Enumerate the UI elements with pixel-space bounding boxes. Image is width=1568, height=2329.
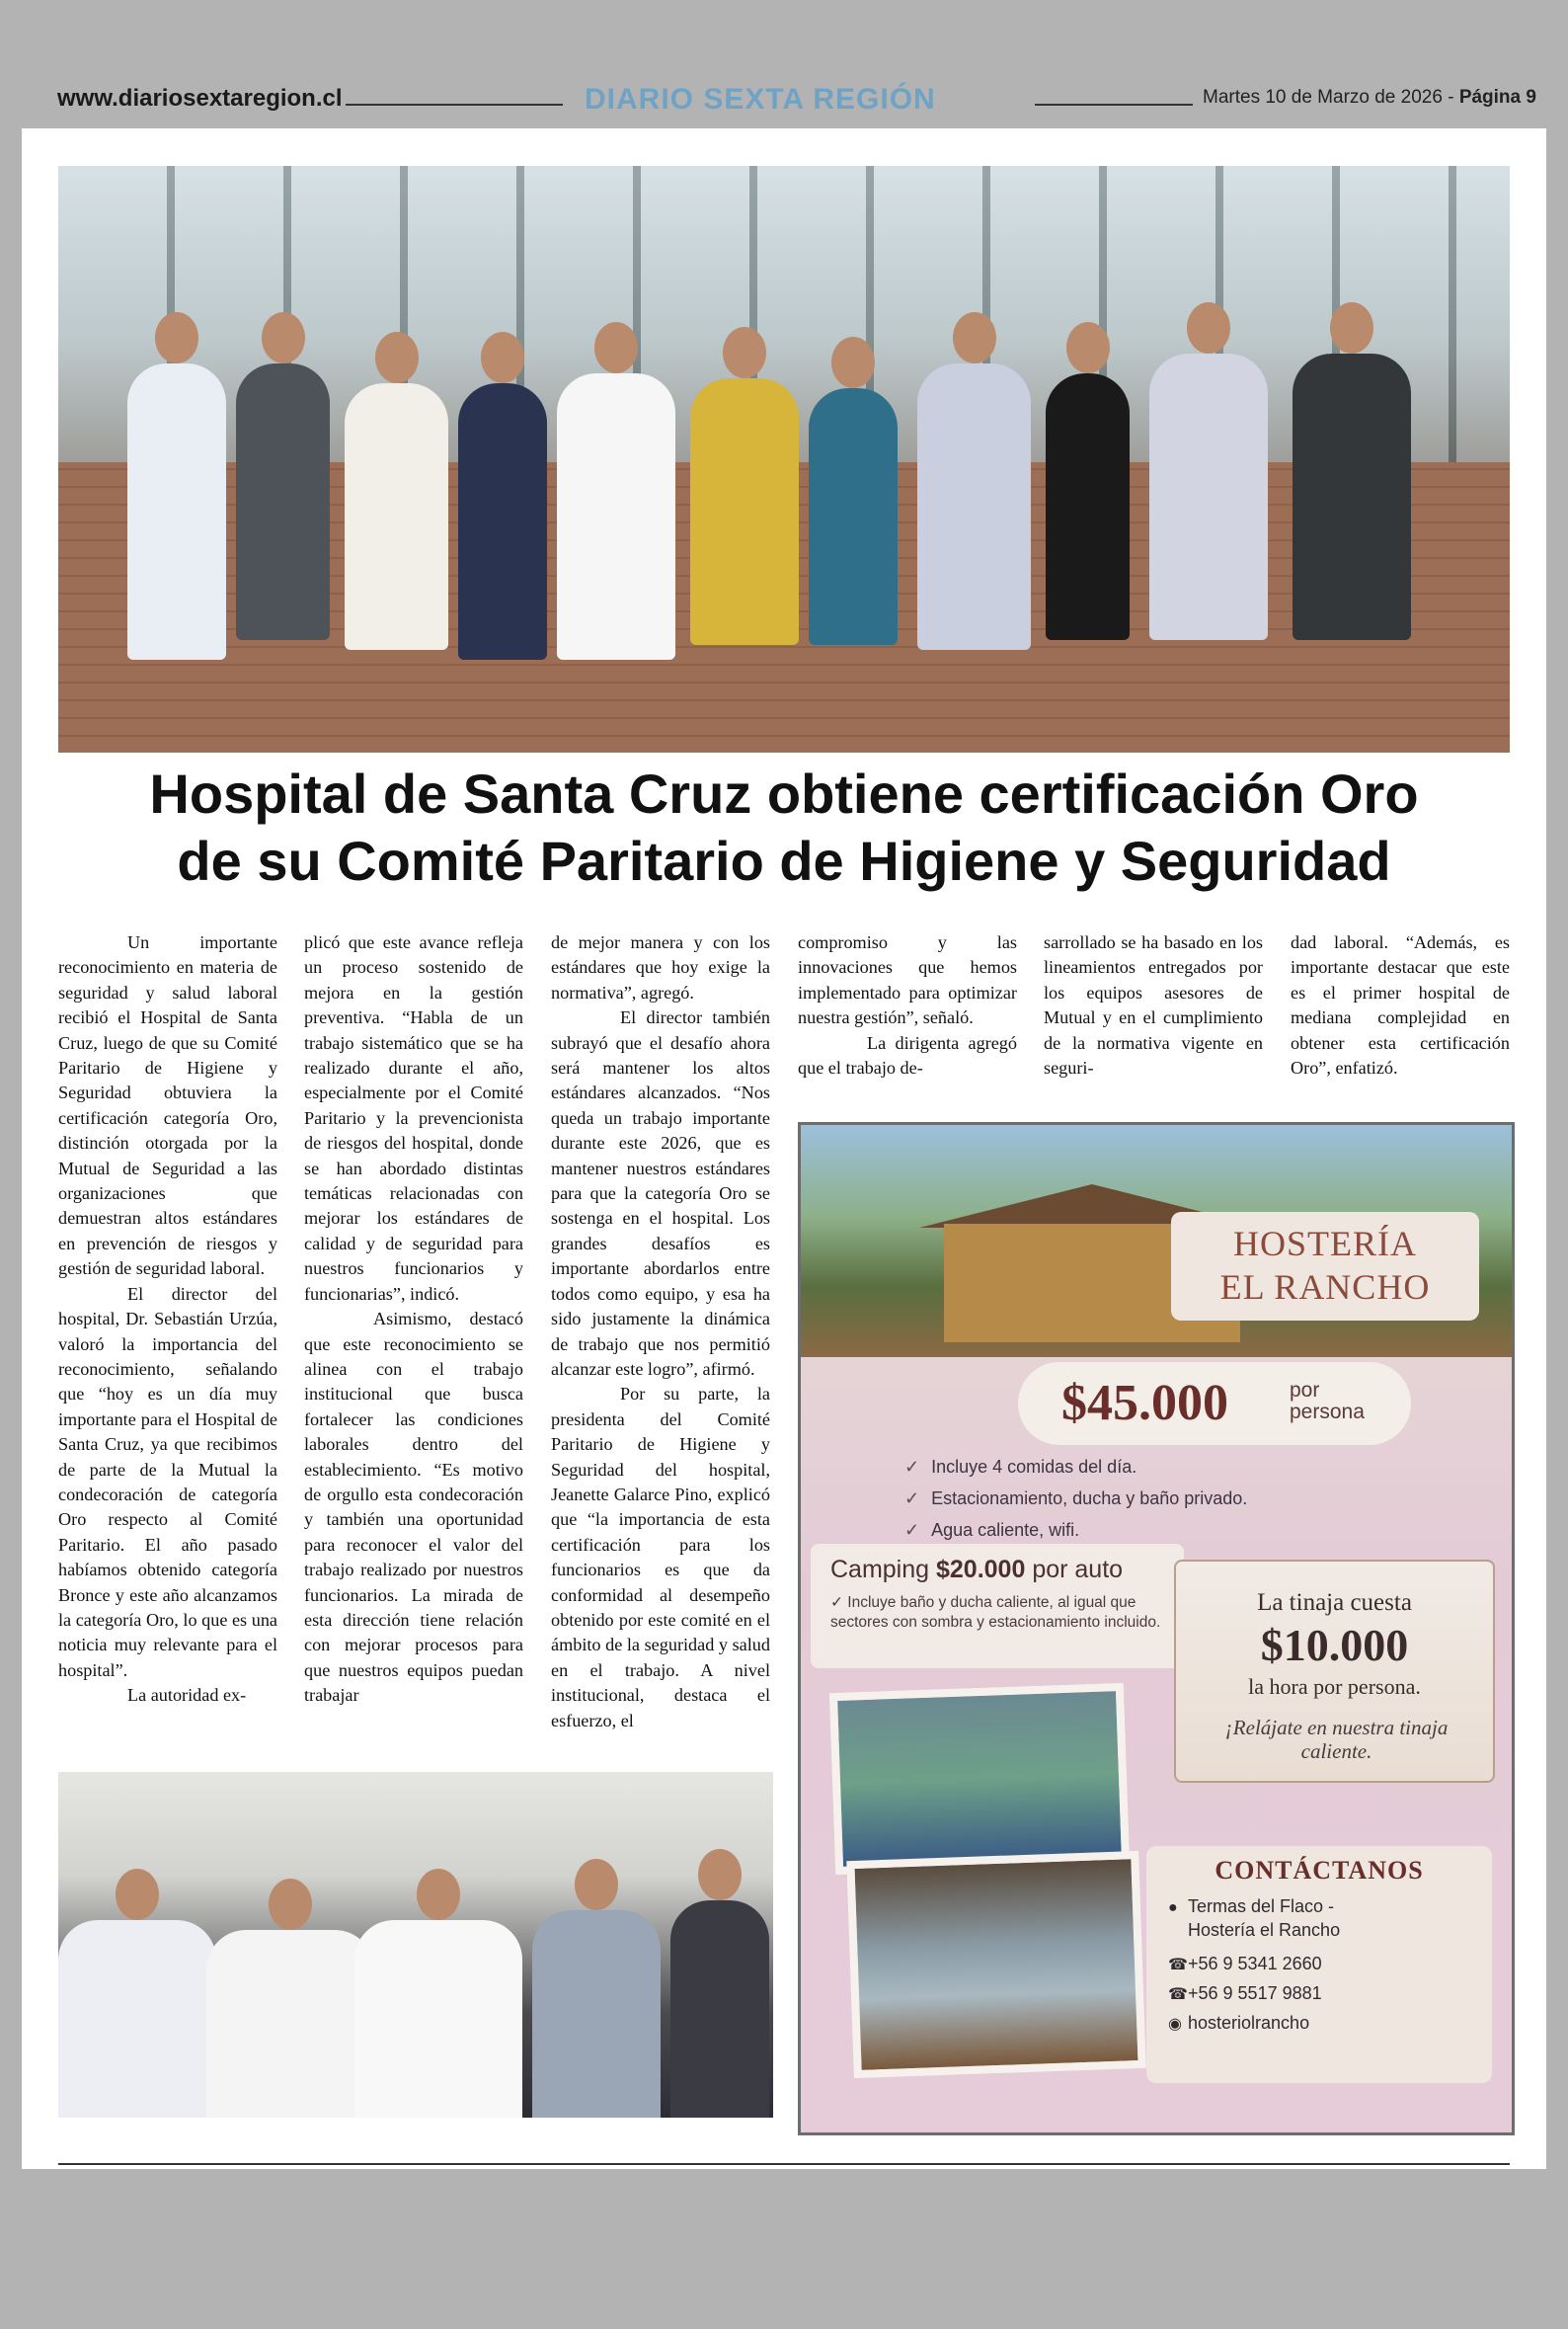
headline <box>58 761 1510 895</box>
paragraph: El director del hospital, Dr. Sebastián Urzúa, valoró la importancia del reconocimiento, señalando que “hoy es un día muy importante para el Hospital de Santa Cruz, ya que recibimos de parte de la Mutual la condecoración de categoría Oro respecto al Comité Paritario. El año pasado habíamos obtenido categoría Bronce y este año alcanzamos la categoría Oro, lo que es una noticia muy relevante para el hospital”. <box>58 1283 277 1680</box>
photo-person <box>127 363 226 660</box>
paragraph: Un importante reconocimiento en materia de seguridad y salud laboral recibió el Hospital de Santa Cruz, luego de que su Comité Paritario de Higiene y Seguridad obtuviera la certificación categoría Oro, distinción otorgada por la Mutual de Seguridad a las organizaciones que demuestran altos estándares en prevención de riesgos y gestión de seguridad laboral. <box>58 932 277 1279</box>
instagram-icon: ◉ <box>1168 2016 1182 2033</box>
photo-person <box>354 1920 522 2118</box>
page-number: Página 9 <box>1458 87 1536 108</box>
list-item: ✓ Estacionamiento, ducha y baño privado. <box>904 1483 1457 1514</box>
photo-person <box>58 1920 216 2118</box>
ad-tinaja-sign <box>1174 1560 1495 1783</box>
paper-name: DIARIO SEXTA REGIÓN <box>585 83 936 116</box>
photo-person <box>458 383 547 660</box>
photo-person <box>1149 354 1268 640</box>
ad-camping-box <box>811 1544 1184 1668</box>
photo-person <box>1293 354 1411 640</box>
issue-date <box>1203 87 1536 109</box>
article-column-5 <box>1044 930 1263 1081</box>
list-item: ✓ Agua caliente, wifi. <box>904 1514 1457 1546</box>
photo-person <box>236 363 330 640</box>
ad-contact-box <box>1146 1846 1492 2083</box>
photo-person <box>809 388 898 645</box>
paragraph: plicó que este avance refleja un proceso sostenido de mejora en la gestión preventiva. “Habla de un trabajo sistemático que se ha realizado durante el año, especialmente por el Comité Paritario y la prevencionista de riesgos del hospital, donde se han abordado distintas temáticas relacionadas con mejorar los estándares de calidad y de seguridad para nuestros funcionarios y funcionarias”, indicó. <box>304 932 523 1304</box>
masthead-rule-right <box>1035 104 1193 106</box>
ad-tinaja-unit: la hora por persona. <box>1248 1674 1421 1699</box>
paragraph: sarrollado se ha basado en los lineamientos entregados por los equipos asesores de Mutual y en el cumplimiento de la normativa vigente en seguri- <box>1044 932 1263 1079</box>
issue-date-text: Martes 10 de Marzo de 2026 - <box>1203 87 1459 108</box>
group-photo <box>58 166 1510 753</box>
paragraph: Asimismo, destacó que este reconocimiento se alinea con el trabajo institucional que busca fortalecer las condiciones laborales dentro del establecimiento. “Es motivo de orgullo esta condecoración y también una oportunidad para reconocer el valor del trabajo realizado por nuestros funcionarios. La mirada de esta dirección tiene relación con mejorar procesos para que nuestros equipos puedan trabajar <box>304 1309 523 1706</box>
ad-tinaja-slogan: ¡Relájate en nuestra tinaja caliente. <box>1224 1716 1449 1763</box>
ad-address: ● Termas del Flaco - Hostería el Rancho <box>1168 1896 1341 1940</box>
ad-price-tag <box>1018 1362 1411 1445</box>
paragraph: La autoridad ex- <box>127 1685 247 1706</box>
site-url[interactable]: www.diariosextaregion.cl <box>57 85 343 112</box>
article-column-4 <box>798 930 1017 1081</box>
list-item: ✓ Incluye 4 comidas del día. <box>904 1451 1457 1483</box>
headline-line-1: Hospital de Santa Cruz obtiene certificación Oro <box>149 763 1419 825</box>
paragraph: Por su parte, la presidenta del Comité Paritario de Higiene y Seguridad del hospital, Jeanette Galarce Pino, explicó que “la importancia de esta certificación para los funcionarios es que da conformidad al desempeño obtenido por este comité en el ámbito de la seguridad y salud en el trabajo. A nivel institucional, destaca el esfuerzo, el <box>551 1384 770 1730</box>
ad-logo-line-1: HOSTERÍA <box>1233 1224 1417 1263</box>
ad-phone-2: ☎+56 9 5517 9881 <box>1168 1982 1322 2006</box>
paragraph: El director también subrayó que el desafío ahora será mantener los altos estándares alcanzados. “Nos queda un trabajo importante durante este 2026, que es mantener nuestros estándares para que la categoría Oro se sostenga en el hospital. Los grandes desafíos es importante abordarlos entre todos como equipo, y esa ha sido justamente la dinámica de trabajo que nos permitió alcanzar este logro”, afirmó. <box>551 1007 770 1379</box>
article-column-1 <box>58 930 277 1709</box>
article-column-3 <box>551 930 770 1733</box>
ad-instagram: ◉ hosteriolrancho <box>1168 2012 1309 2036</box>
paragraph: compromiso y las innovaciones que hemos implementado para optimizar nuestra gestión”, señaló. <box>798 932 1017 1028</box>
ad-cabin-photo <box>829 1683 1130 1875</box>
ad-hot-tub-photo <box>846 1851 1145 2078</box>
ad-phone-1: ☎+56 9 5341 2660 <box>1168 1953 1322 1976</box>
photo-person <box>917 363 1031 650</box>
paragraph: dad laboral. “Además, es importante destacar que este es el primer hospital de mediana complejidad en obtener esta certificación Oro”, enfatizó. <box>1291 932 1510 1079</box>
ceremony-photo <box>58 1772 773 2118</box>
photo-person <box>690 378 799 645</box>
ad-camping-price: $20.000 <box>936 1556 1026 1583</box>
location-pin-icon: ● <box>1168 1899 1178 1916</box>
ad-price-amount: $45.000 <box>1061 1375 1228 1431</box>
ad-logo <box>1171 1212 1479 1321</box>
photo-person <box>206 1930 374 2118</box>
ad-logo-line-2: EL RANCHO <box>1219 1267 1431 1307</box>
photo-person <box>345 383 448 650</box>
ad-tinaja-price: $10.000 <box>1260 1620 1409 1670</box>
photo-person <box>532 1910 661 2118</box>
ad-camping-title: Camping $20.000 por auto <box>830 1556 1124 1583</box>
article-column-6 <box>1291 930 1510 1081</box>
whatsapp-icon: ☎ <box>1168 1957 1188 1973</box>
headline-line-2: de su Comité Paritario de Higiene y Seguridad <box>177 830 1391 892</box>
photo-person <box>670 1900 769 2118</box>
paragraph: de mejor manera y con los estándares que hoy exige la normativa”, agregó. <box>551 932 770 1003</box>
ad-tinaja-label: La tinaja cuesta <box>1257 1589 1412 1616</box>
hosteria-advertisement <box>798 1122 1515 2135</box>
masthead-rule-left <box>346 104 563 106</box>
ad-price-unit: por persona <box>1290 1379 1365 1423</box>
ad-includes-list <box>904 1451 1457 1546</box>
bottom-rule <box>58 2163 1510 2165</box>
newspaper-page <box>22 128 1546 2169</box>
photo-person <box>557 373 675 660</box>
photo-person <box>1046 373 1130 640</box>
whatsapp-icon: ☎ <box>1168 1986 1188 2003</box>
ad-camping-desc: ✓ Incluye baño y ducha caliente, al igual que sectores con sombra y estacionamiento incluido. <box>830 1594 1161 1631</box>
article-column-2 <box>304 930 523 1709</box>
ad-contact-title: CONTÁCTANOS <box>1215 1856 1424 1885</box>
paragraph: La dirigenta agregó que el trabajo de- <box>798 1032 1017 1079</box>
